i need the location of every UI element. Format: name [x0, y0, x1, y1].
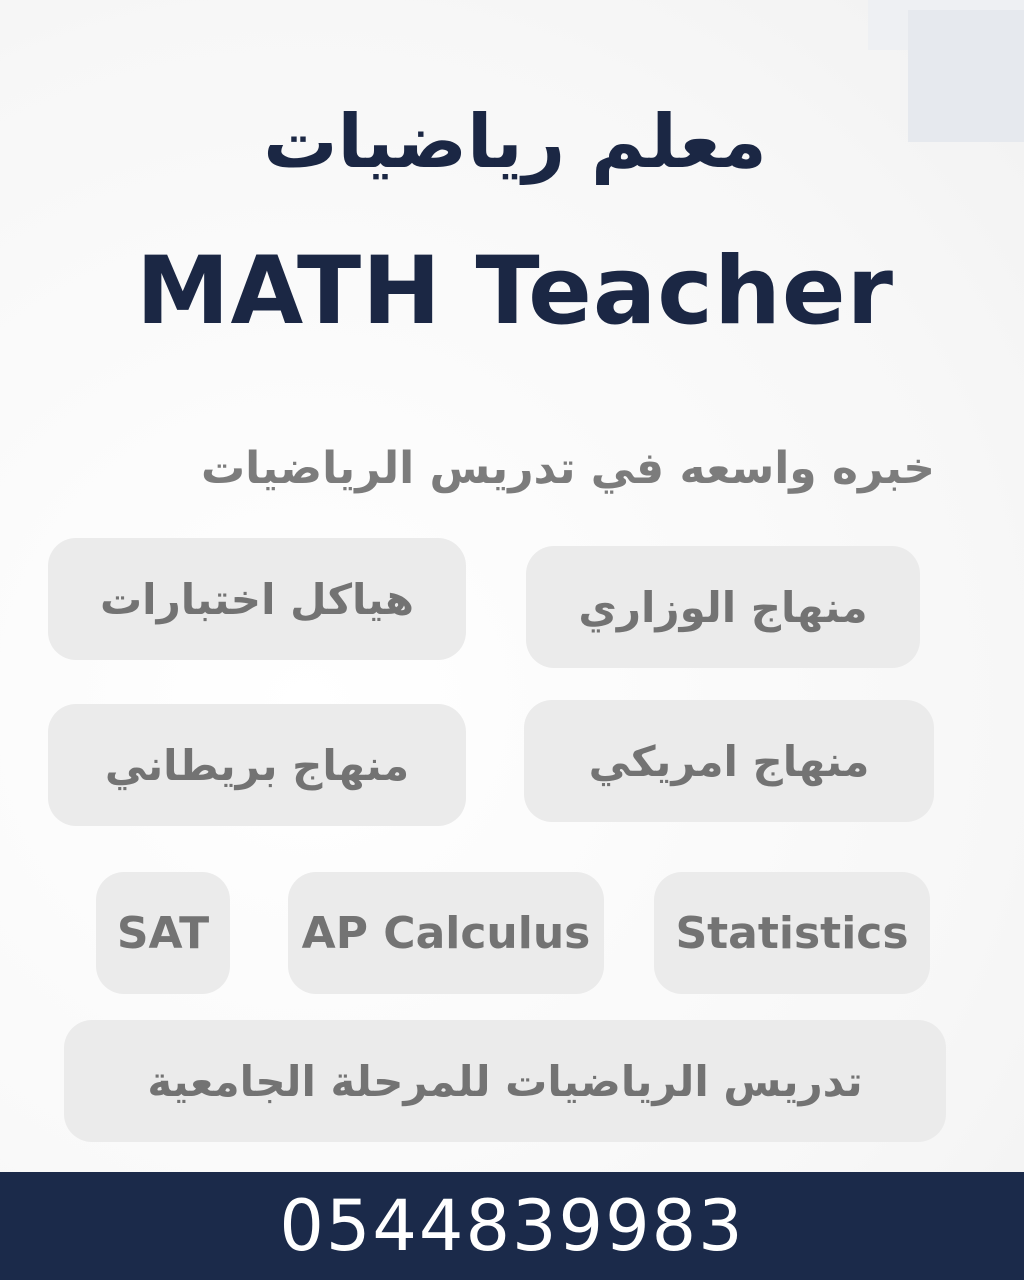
chip-label: Statistics — [675, 907, 909, 959]
corner-shape-square — [908, 10, 1024, 142]
chip-label: SAT — [116, 907, 210, 959]
experience-subtitle: خبره واسعه في تدريس الرياضيات — [200, 443, 935, 494]
chip-label: تدريس الرياضيات للمرحلة الجامعية — [147, 1056, 863, 1106]
title-arabic: معلم رياضيات — [263, 99, 767, 185]
chip-ministry-curriculum — [526, 546, 920, 668]
chip-british-curriculum — [48, 704, 466, 826]
corner-decoration — [868, 0, 1024, 142]
chip-statistics — [654, 872, 930, 994]
chip-label: منهاج بريطاني — [104, 740, 410, 790]
chip-label: منهاج الوزاري — [578, 582, 868, 632]
chip-sat — [96, 872, 230, 994]
chip-test-structures — [48, 538, 466, 660]
chip-label: منهاج امريكي — [588, 736, 870, 786]
phone-number[interactable]: 0544839983 — [279, 1185, 745, 1267]
footer-bar — [0, 1172, 1024, 1280]
chip-label: AP Calculus — [301, 907, 591, 959]
chip-university-teaching — [64, 1020, 946, 1142]
title-english: MATH Teacher — [135, 237, 895, 346]
chip-ap-calculus — [288, 872, 604, 994]
chip-american-curriculum — [524, 700, 934, 822]
chip-label: هياكل اختبارات — [99, 574, 415, 624]
